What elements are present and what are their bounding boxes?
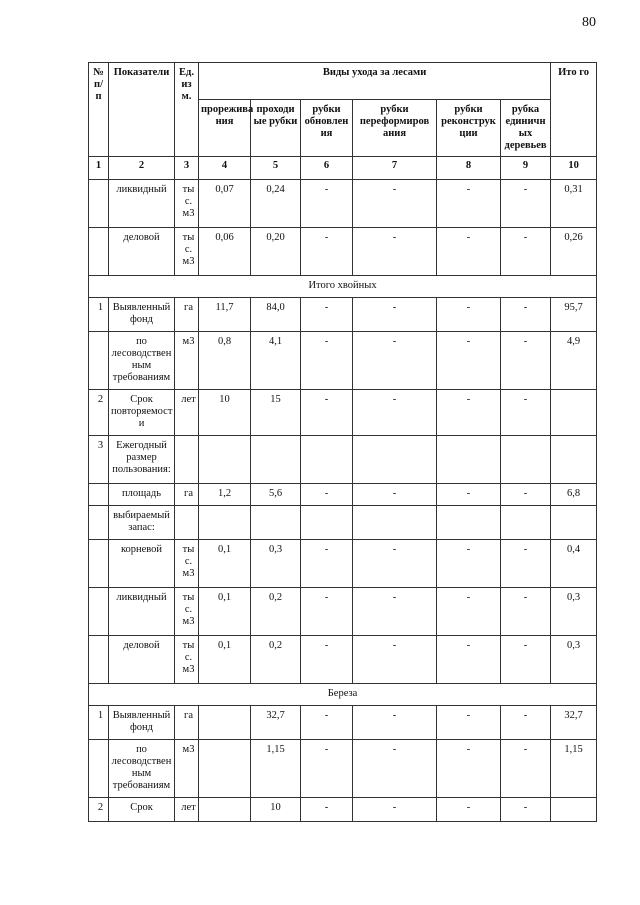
table-cell — [251, 506, 301, 540]
header-col-indicators: Показатели — [109, 63, 175, 157]
table-cell: - — [301, 706, 353, 740]
table-cell: - — [353, 588, 437, 636]
table-cell: - — [501, 390, 551, 436]
column-number: 1 — [89, 157, 109, 180]
table-cell — [551, 390, 597, 436]
table-cell: - — [437, 298, 501, 332]
column-number: 3 — [175, 157, 199, 180]
column-number: 7 — [353, 157, 437, 180]
table-cell: - — [353, 636, 437, 684]
table-cell: 0,20 — [251, 228, 301, 276]
table-cell: 0,26 — [551, 228, 597, 276]
table-cell: - — [301, 540, 353, 588]
table-cell: деловой — [109, 636, 175, 684]
table-cell: 1 — [89, 298, 109, 332]
table-cell: 1,2 — [199, 484, 251, 506]
table-cell: - — [301, 390, 353, 436]
table-cell: 10 — [251, 798, 301, 822]
table-cell: - — [437, 390, 501, 436]
table-cell: 0,1 — [199, 636, 251, 684]
table-cell: га — [175, 298, 199, 332]
table-cell: 32,7 — [251, 706, 301, 740]
header-col-unit: Ед. из м. — [175, 63, 199, 157]
header-thinning: прорежива ния — [199, 100, 251, 157]
table-cell: 0,31 — [551, 180, 597, 228]
table-cell: - — [437, 798, 501, 822]
table-cell: - — [501, 706, 551, 740]
table-cell — [353, 436, 437, 484]
section-title: Береза — [89, 684, 597, 706]
table-row — [89, 540, 597, 588]
table-cell: лет — [175, 390, 199, 436]
table-cell: - — [501, 332, 551, 390]
table-cell: 0,07 — [199, 180, 251, 228]
table-cell: - — [353, 298, 437, 332]
header-passage-cuttings: проходи ые рубки — [251, 100, 301, 157]
table-row — [89, 484, 597, 506]
table-cell: 0,1 — [199, 540, 251, 588]
table-cell: выбираемый запас: — [109, 506, 175, 540]
table-cell: 0,8 — [199, 332, 251, 390]
column-number: 2 — [109, 157, 175, 180]
table-cell — [437, 506, 501, 540]
header-single-tree-cutting: рубка единичн ых деревьев — [501, 100, 551, 157]
table-cell: - — [301, 180, 353, 228]
table-cell: - — [437, 706, 501, 740]
table-cell — [551, 506, 597, 540]
table-cell: - — [501, 740, 551, 798]
header-col-total: Ито го — [551, 63, 597, 157]
section-title: Итого хвойных — [89, 276, 597, 298]
table-cell: 1,15 — [551, 740, 597, 798]
table-cell: - — [301, 484, 353, 506]
table-cell: по лесоводствен ным требованиям — [109, 332, 175, 390]
table-cell: 0,3 — [251, 540, 301, 588]
table-cell: - — [501, 636, 551, 684]
column-number-row — [89, 157, 597, 180]
table-cell: м3 — [175, 332, 199, 390]
table-cell: Выявленный фонд — [109, 298, 175, 332]
table-cell: - — [501, 540, 551, 588]
table-cell — [251, 436, 301, 484]
table-cell: - — [301, 740, 353, 798]
table-cell: Выявленный фонд — [109, 706, 175, 740]
table-cell — [199, 740, 251, 798]
table-cell: - — [301, 636, 353, 684]
table-cell: деловой — [109, 228, 175, 276]
table-cell: - — [437, 484, 501, 506]
table-cell: ты с. м3 — [175, 228, 199, 276]
table-cell: - — [353, 740, 437, 798]
table-cell — [175, 506, 199, 540]
table-cell: - — [501, 484, 551, 506]
table-cell: 5,6 — [251, 484, 301, 506]
table-cell: 1 — [89, 706, 109, 740]
forest-care-table — [88, 62, 597, 822]
table-cell: 3 — [89, 436, 109, 484]
table-row — [89, 180, 597, 228]
table-cell: ты с. м3 — [175, 540, 199, 588]
section-row — [89, 684, 597, 706]
table-cell: Срок — [109, 798, 175, 822]
page-number: 80 — [582, 15, 596, 30]
table-cell — [89, 332, 109, 390]
header-reconstruction-cuttings: рубки реконструк ции — [437, 100, 501, 157]
table-row — [89, 298, 597, 332]
table-cell — [89, 228, 109, 276]
table-cell — [89, 540, 109, 588]
table-cell — [89, 180, 109, 228]
column-number: 8 — [437, 157, 501, 180]
table-row — [89, 506, 597, 540]
table-cell: 1,15 — [251, 740, 301, 798]
table-row — [89, 228, 597, 276]
column-number: 6 — [301, 157, 353, 180]
table-cell: - — [301, 798, 353, 822]
table-cell — [501, 436, 551, 484]
table-row — [89, 798, 597, 822]
table-cell: - — [353, 390, 437, 436]
table-cell: - — [501, 588, 551, 636]
table-cell — [353, 506, 437, 540]
column-number: 10 — [551, 157, 597, 180]
table-cell: ликвидный — [109, 588, 175, 636]
table-cell: - — [437, 740, 501, 798]
table-cell: - — [353, 706, 437, 740]
table-cell: ликвидный — [109, 180, 175, 228]
table-cell — [199, 506, 251, 540]
table-cell: - — [437, 180, 501, 228]
table-cell: 15 — [251, 390, 301, 436]
table-cell — [89, 636, 109, 684]
table-cell: - — [353, 798, 437, 822]
table-cell: - — [501, 298, 551, 332]
table-cell — [199, 436, 251, 484]
table-cell: 6,8 — [551, 484, 597, 506]
table-cell: - — [353, 180, 437, 228]
table-cell — [89, 588, 109, 636]
table-cell: 0,1 — [199, 588, 251, 636]
table-cell: ты с. м3 — [175, 588, 199, 636]
table-cell: Ежегодный размер пользования: — [109, 436, 175, 484]
column-number: 4 — [199, 157, 251, 180]
table-cell: лет — [175, 798, 199, 822]
table-cell: ты с. м3 — [175, 636, 199, 684]
table-row — [89, 740, 597, 798]
table-cell: 0,06 — [199, 228, 251, 276]
table-cell: Срок повторяемост и — [109, 390, 175, 436]
table-cell: м3 — [175, 740, 199, 798]
table-cell — [551, 798, 597, 822]
table-cell: - — [437, 540, 501, 588]
table-row — [89, 390, 597, 436]
table-cell: - — [353, 332, 437, 390]
table-row — [89, 706, 597, 740]
table-cell: - — [301, 228, 353, 276]
table-cell: - — [501, 228, 551, 276]
table-cell: - — [301, 298, 353, 332]
table-cell: - — [353, 228, 437, 276]
section-row — [89, 276, 597, 298]
table-cell: га — [175, 484, 199, 506]
table-cell: - — [501, 180, 551, 228]
table-cell — [89, 740, 109, 798]
table-cell: - — [301, 588, 353, 636]
table-cell: - — [301, 332, 353, 390]
table-cell — [175, 436, 199, 484]
table-cell — [199, 706, 251, 740]
table-cell: 0,3 — [551, 588, 597, 636]
header-group-title: Виды ухода за лесами — [199, 63, 551, 100]
table-cell: 84,0 — [251, 298, 301, 332]
table-cell — [301, 436, 353, 484]
table-row — [89, 636, 597, 684]
table-cell: 2 — [89, 798, 109, 822]
table-cell: - — [353, 540, 437, 588]
table-cell — [89, 506, 109, 540]
table-cell: 0,2 — [251, 588, 301, 636]
table-cell: корневой — [109, 540, 175, 588]
table-cell: площадь — [109, 484, 175, 506]
column-number: 9 — [501, 157, 551, 180]
table-cell — [501, 506, 551, 540]
table-cell: 0,3 — [551, 636, 597, 684]
table-cell — [199, 798, 251, 822]
table-cell: 4,9 — [551, 332, 597, 390]
table-cell: - — [437, 332, 501, 390]
table-cell: - — [437, 588, 501, 636]
table-cell: - — [501, 798, 551, 822]
table-cell: 0,4 — [551, 540, 597, 588]
header-renewal-cuttings: рубки обновлен ия — [301, 100, 353, 157]
table-cell — [551, 436, 597, 484]
table-cell — [301, 506, 353, 540]
table-cell: 0,24 — [251, 180, 301, 228]
header-col-number: № п/ п — [89, 63, 109, 157]
table-cell: 32,7 — [551, 706, 597, 740]
table-cell: га — [175, 706, 199, 740]
table-cell: 4,1 — [251, 332, 301, 390]
table-cell: - — [353, 484, 437, 506]
table-row — [89, 436, 597, 484]
table-row — [89, 588, 597, 636]
header-reforming-cuttings: рубки переформиров ания — [353, 100, 437, 157]
table-cell: 10 — [199, 390, 251, 436]
table-cell: - — [437, 636, 501, 684]
table-cell: ты с. м3 — [175, 180, 199, 228]
table-cell: 2 — [89, 390, 109, 436]
table-cell: - — [437, 228, 501, 276]
table-cell — [437, 436, 501, 484]
column-number: 5 — [251, 157, 301, 180]
table-cell: 11,7 — [199, 298, 251, 332]
table-cell: 0,2 — [251, 636, 301, 684]
table-row — [89, 332, 597, 390]
table-cell: 95,7 — [551, 298, 597, 332]
table-cell: по лесоводствен ным требованиям — [109, 740, 175, 798]
table-cell — [89, 484, 109, 506]
